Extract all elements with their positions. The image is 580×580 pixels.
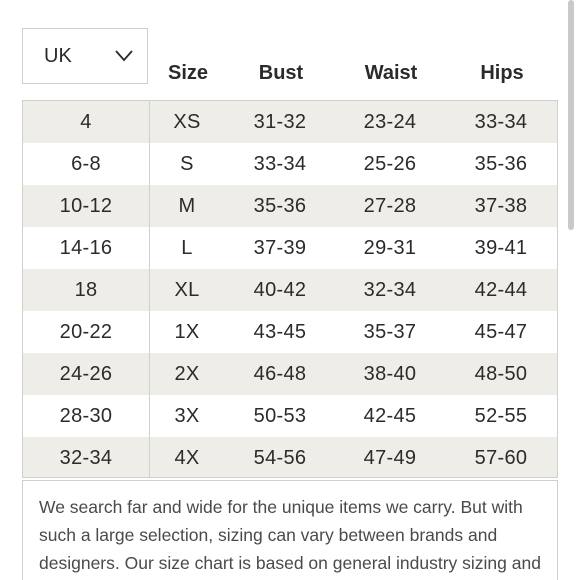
cell-hips: 37-38	[474, 194, 528, 217]
cell-uk: 6-8	[71, 152, 101, 175]
cell-waist: 29-31	[363, 236, 417, 259]
table-row	[23, 269, 557, 311]
cell-hips: 33-34	[474, 110, 528, 133]
cell-size: L	[181, 236, 193, 259]
table-row	[23, 185, 557, 227]
cell-bust: 50-53	[253, 404, 307, 427]
cell-size: XL	[174, 278, 200, 301]
cell-size: 4X	[174, 446, 200, 469]
cell-uk: 20-22	[59, 320, 113, 343]
cell-size: M	[178, 194, 196, 217]
cell-uk: 10-12	[59, 194, 113, 217]
cell-waist: 23-24	[363, 110, 417, 133]
cell-size: XS	[173, 110, 201, 133]
table-row	[23, 143, 557, 185]
cell-size: 1X	[174, 320, 200, 343]
cell-hips: 48-50	[474, 362, 528, 385]
cell-bust: 46-48	[253, 362, 307, 385]
cell-bust: 54-56	[253, 446, 307, 469]
cell-size: S	[180, 152, 194, 175]
table-row	[23, 101, 557, 143]
cell-uk: 28-30	[59, 404, 113, 427]
cell-waist: 47-49	[363, 446, 417, 469]
cell-uk: 32-34	[59, 446, 113, 469]
header-bust: Bust	[258, 62, 304, 84]
cell-uk: 4	[80, 110, 92, 133]
cell-uk: 14-16	[59, 236, 113, 259]
sizing-note-text: We search far and wide for the unique items we carry. But with such a large selection, sizing can vary between brands and designers. Our size chart is based on general industry sizing and	[39, 497, 541, 573]
unit-dropdown-value: UK	[44, 44, 72, 67]
cell-waist: 32-34	[363, 278, 417, 301]
cell-hips: 35-36	[474, 152, 528, 175]
cell-bust: 37-39	[253, 236, 307, 259]
cell-uk: 24-26	[59, 362, 113, 385]
table-row	[23, 227, 557, 269]
cell-waist: 27-28	[363, 194, 417, 217]
cell-hips: 45-47	[474, 320, 528, 343]
cell-uk: 18	[74, 278, 98, 301]
cell-waist: 38-40	[363, 362, 417, 385]
cell-size: 2X	[174, 362, 200, 385]
cell-hips: 42-44	[474, 278, 528, 301]
cell-waist: 42-45	[363, 404, 417, 427]
table-row	[23, 395, 557, 437]
unit-dropdown[interactable]	[22, 28, 148, 84]
table-row	[23, 353, 557, 395]
sizing-note	[22, 480, 558, 580]
table-header	[150, 62, 558, 98]
cell-waist: 35-37	[363, 320, 417, 343]
cell-waist: 25-26	[363, 152, 417, 175]
cell-bust: 31-32	[253, 110, 307, 133]
cell-hips: 57-60	[474, 446, 528, 469]
table-row	[23, 437, 557, 478]
cell-size: 3X	[174, 404, 200, 427]
table-row	[23, 311, 557, 353]
cell-hips: 52-55	[474, 404, 528, 427]
header-hips: Hips	[480, 62, 524, 84]
cell-bust: 35-36	[253, 194, 307, 217]
scrollbar-thumb[interactable]	[568, 0, 574, 230]
header-size: Size	[167, 62, 209, 84]
cell-bust: 33-34	[253, 152, 307, 175]
header-waist: Waist	[364, 62, 418, 84]
cell-hips: 39-41	[474, 236, 528, 259]
cell-bust: 43-45	[253, 320, 307, 343]
cell-bust: 40-42	[253, 278, 307, 301]
column-divider	[149, 101, 150, 477]
chevron-down-icon	[115, 50, 133, 62]
size-table	[22, 100, 558, 478]
